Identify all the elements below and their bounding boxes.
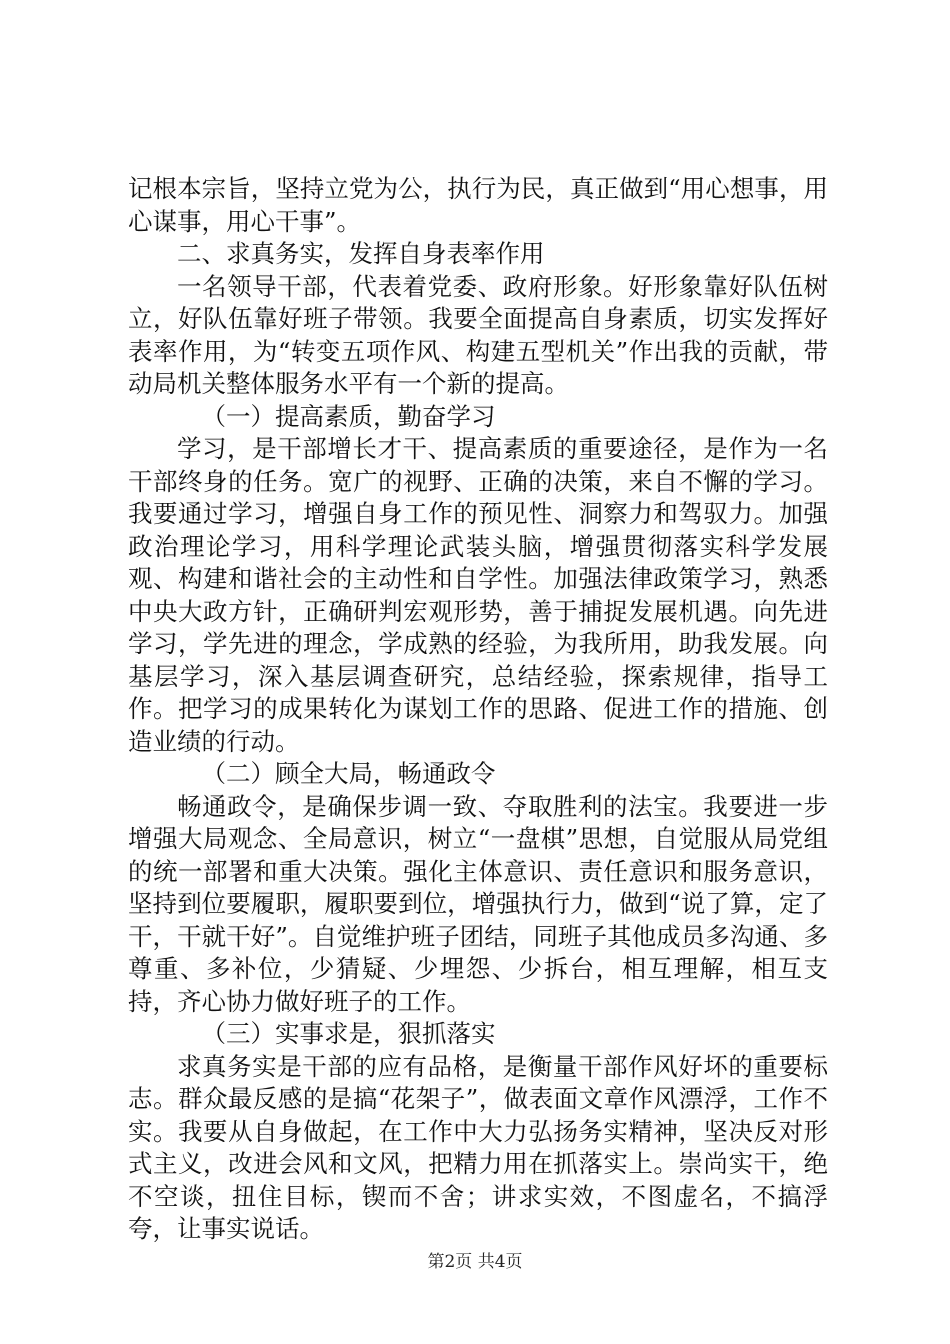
paragraph: 学习，是干部增长才干、提高素质的重要途径，是作为一名干部终身的任务。宽广的视野、正确的决策，来自不懈的学习。我要通过学习，增强自身工作的预见性、洞察力和驾驭力。加强政治理论学习，用科学理论武装头脑，增强贯彻落实科学发展观、构建和谐社会的主动性和自学性。加强法律政策学习，熟悉中央大政方针，正确研判宏观形势，善于捕捉发展机遇。向先进学习，学先进的理念，学成熟的经验，为我所用，助我发展。向基层学习，深入基层调查研究，总结经验，探索规律，指导工作。把学习的成果转化为谋划工作的思路、促进工作的措施、创造业绩的行动。 bbox=[128, 434, 828, 756]
document-body bbox=[128, 173, 828, 1246]
section-heading: 二、求真务实，发挥自身表率作用 bbox=[177, 239, 545, 268]
paragraph: 求真务实是干部的应有品格，是衡量干部作风好坏的重要标志。群众最反感的是搞“花架子”，做表面文章作风漂浮，工作不实。我要从自身做起，在工作中大力弘扬务实精神，坚决反对形式主义，改进会风和文风，把精力用在抓落实上。崇尚实干，绝不空谈，扭住目标，锲而不舍；讲求实效，不图虚名，不搞浮夸，让事实说话。 bbox=[128, 1051, 828, 1243]
subsection-heading: （三）实事求是，狠抓落实 bbox=[201, 1019, 496, 1048]
paragraph: 一名领导干部，代表着党委、政府形象。好形象靠好队伍树立，好队伍靠好班子带领。我要全面提高自身素质，切实发挥好表率作用，为“转变五项作风、构建五型机关”作出我的贡献，带动局机关整体服务水平有一个新的提高。 bbox=[128, 271, 828, 398]
paragraph-continuation: 记根本宗旨，坚持立党为公，执行为民，真正做到“用心想事，用心谋事，用心干事”。 bbox=[128, 174, 828, 236]
subsection-heading: （二）顾全大局，畅通政令 bbox=[201, 759, 496, 788]
subsection-heading: （一）提高素质，勤奋学习 bbox=[201, 401, 496, 431]
paragraph: 畅通政令，是确保步调一致、夺取胜利的法宝。我要进一步增强大局观念、全局意识，树立“一盘棋”思想，自觉服从局党组的统一部署和重大决策。强化主体意识、责任意识和服务意识，坚持到位要履职，履职要到位，增强执行力，做到“说了算，定了干，干就干好”。自觉维护班子团结，同班子其他成员多沟通、多尊重、多补位，少猜疑、少埋怨、少拆台，相互理解，相互支持，齐心协力做好班子的工作。 bbox=[128, 791, 828, 1016]
page-footer: 第2页 共4页 bbox=[427, 1252, 523, 1272]
